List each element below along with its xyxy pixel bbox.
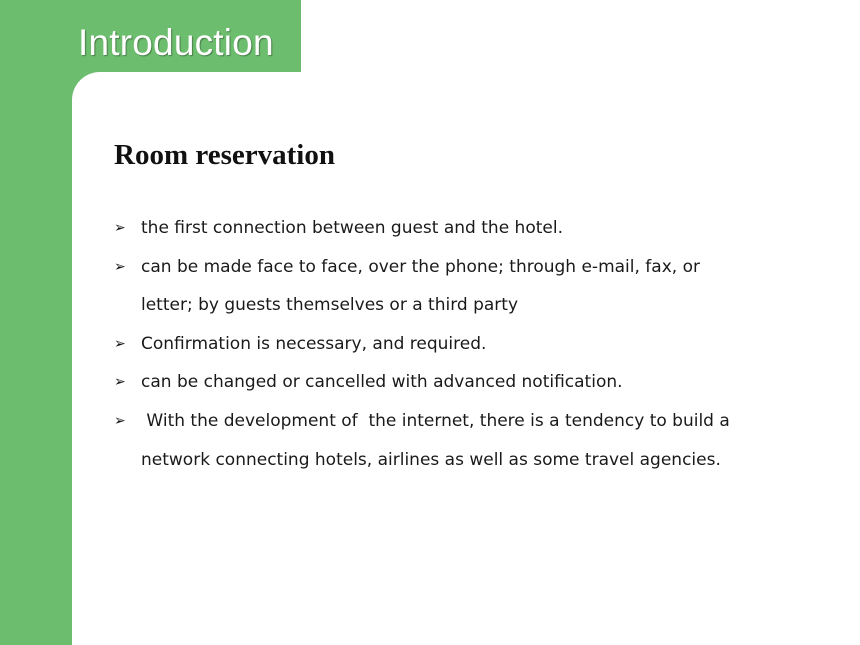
list-item [114,363,754,402]
list-item [114,402,754,479]
arrowhead-bullet-icon: ➢ [114,335,126,352]
arrowhead-bullet-icon: ➢ [114,374,126,391]
section-title: Introduction [78,22,274,63]
slide-heading: Room reservation [114,139,335,171]
arrowhead-bullet-icon: ➢ [114,258,126,275]
bullet-text: the first connection between guest and the hotel. [141,218,563,238]
bullet-text: With the development of the internet, there is a tendency to build a network connecting hotels, airlines as well as some travel agencies. [141,410,736,470]
bullet-list [114,209,754,479]
arrowhead-bullet-icon: ➢ [114,220,126,236]
bullet-text: can be made face to face, over the phone; through e-mail, fax, or letter; by guests themselves or a third party [141,256,700,316]
list-item [114,248,754,325]
side-accent-band [0,0,72,645]
bullet-text: can be changed or cancelled with advanced notification. [141,372,623,393]
list-item [114,209,754,248]
list-item [114,325,754,364]
bullet-text: Confirmation is necessary, and required. [141,333,487,354]
arrowhead-bullet-icon: ➢ [114,412,126,429]
